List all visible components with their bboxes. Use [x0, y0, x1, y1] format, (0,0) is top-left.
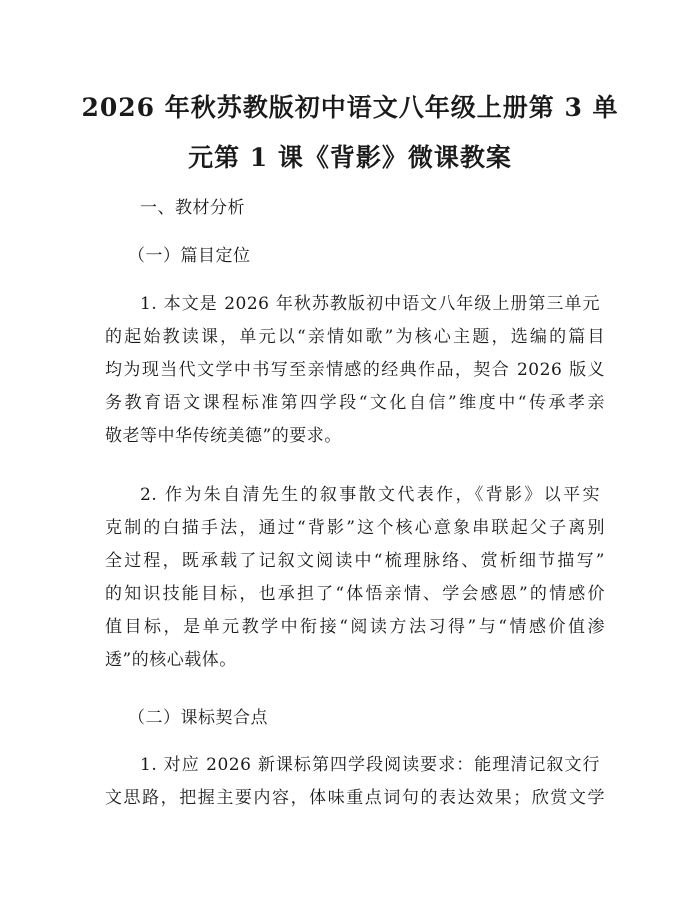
- paragraph-line: 值目标，是单元教学中衔接“阅读方法习得”与“情感价值渗: [105, 617, 605, 637]
- subsection-heading: （一）篇目定位: [128, 246, 251, 266]
- paragraph-line: 务教育语文课程标准第四学段“文化自信”维度中“传承孝亲: [105, 393, 605, 413]
- document-title-line-1: 2026 年秋苏教版初中语文八年级上册第 3 单: [81, 93, 619, 122]
- paragraph-line: 的知识技能目标，也承担了“体悟亲情、学会感恩”的情感价: [105, 584, 605, 604]
- paragraph-line: 2. 作为朱自清先生的叙事散文代表作，《背影》以平实: [140, 485, 600, 505]
- paragraph-line: 敬老等中华传统美德”的要求。: [105, 426, 342, 446]
- paragraph-line: 均为现当代文学中书写至亲情感的经典作品，契合 2026 版义: [105, 360, 605, 380]
- paragraph-line: 透”的核心载体。: [105, 650, 237, 670]
- paragraph-line: 的起始教读课，单元以“亲情如歌”为核心主题，选编的篇目: [105, 327, 605, 347]
- subsection-heading: （二）课标契合点: [128, 708, 268, 728]
- paragraph-line: 1. 本文是 2026 年秋苏教版初中语文八年级上册第三单元: [140, 294, 600, 314]
- paragraph-line: 克制的白描手法，通过“背影”这个核心意象串联起父子离别: [105, 518, 605, 538]
- paragraph-line: 文思路，把握主要内容，体味重点词句的表达效果；欣赏文学: [105, 788, 605, 808]
- paragraph-line: 1. 对应 2026 新课标第四学段阅读要求：能理清记叙文行: [140, 755, 600, 775]
- paragraph-line: 全过程，既承载了记叙文阅读中“梳理脉络、赏析细节描写”: [105, 551, 605, 571]
- section-heading: 一、教材分析: [140, 198, 245, 218]
- document-title-line-2: 元第 1 课《背影》微课教案: [188, 143, 512, 172]
